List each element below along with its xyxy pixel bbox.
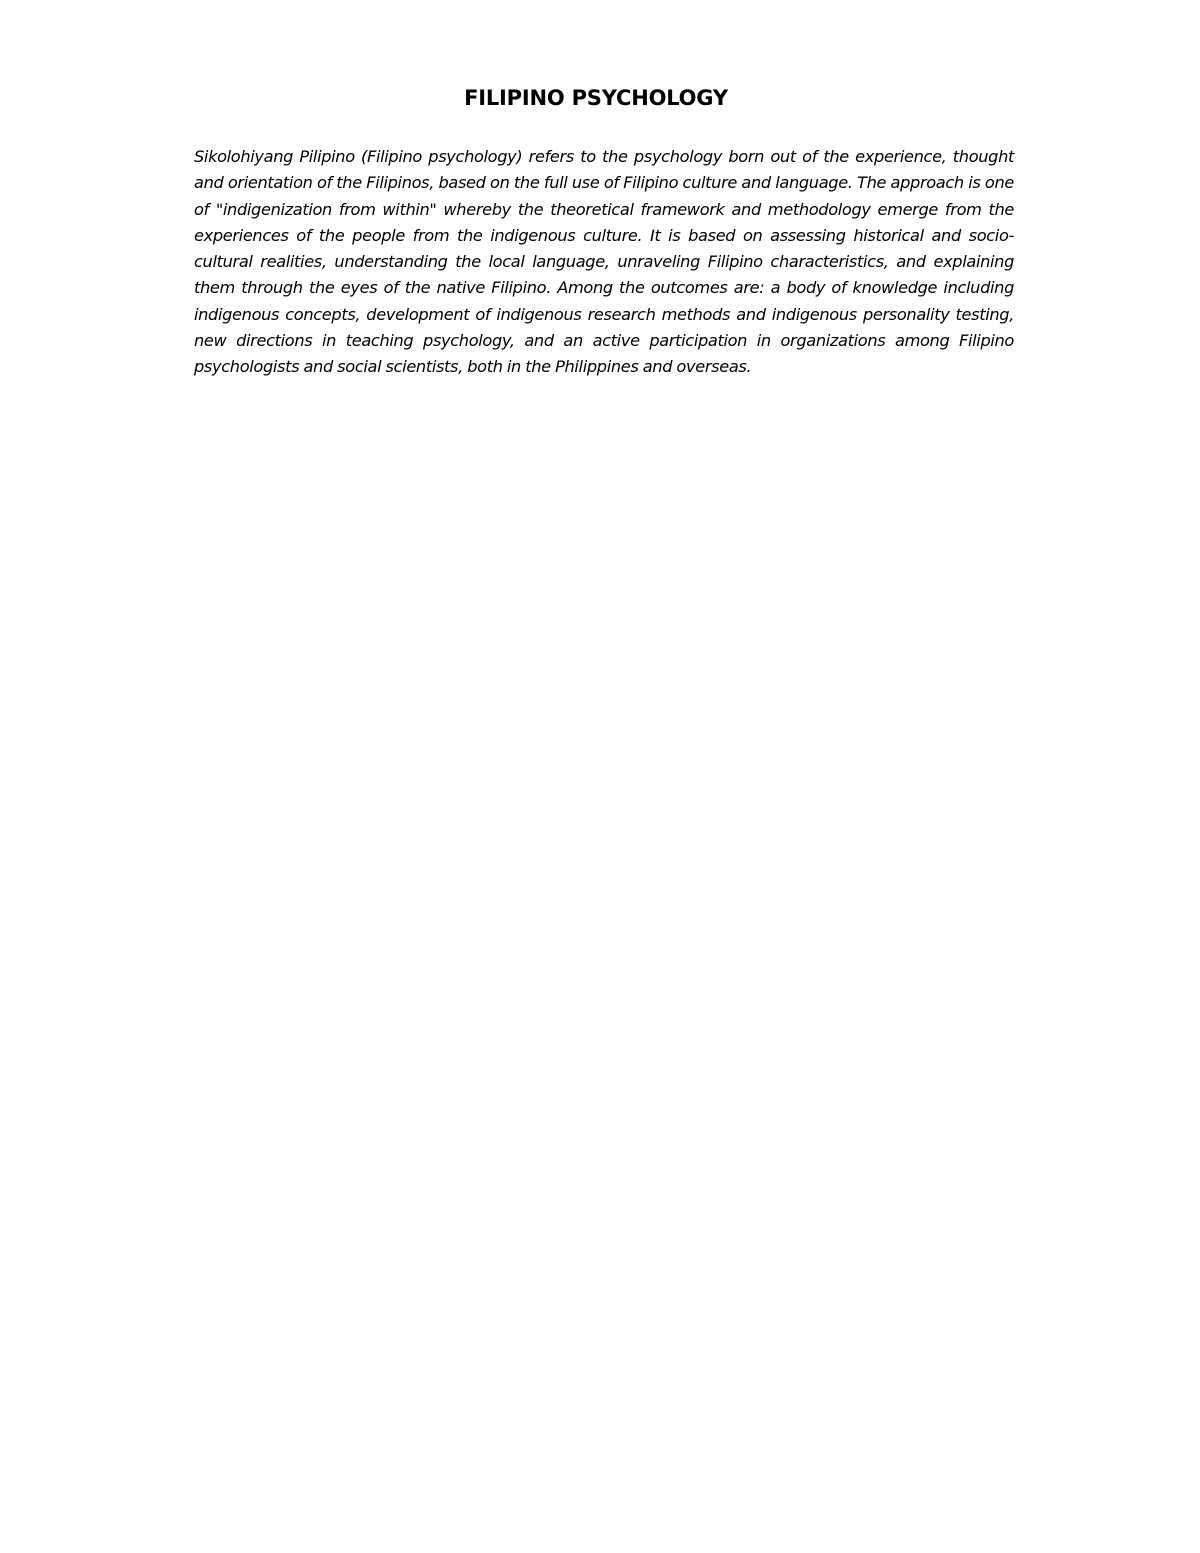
body-paragraph: Sikolohiyang Pilipino (Filipino psychology) refers to the psychology born out of the experience, thought and orientation of the Filipinos, based on the full use of Filipino culture and language. The approach is one of "indigenization from within" whereby the theoretical framework and methodology emerge from the experiences of the people from the indigenous culture. It is based on assessing historical and socio-cultural realities, understanding the local language, unraveling Filipino characteristics, and explaining them through the eyes of the native Filipino. Among the outcomes are: a body of knowledge including indigenous concepts, development of indigenous research methods and indigenous personality testing, new directions in teaching psychology, and an active participation in organizations among Filipino psychologists and social scientists, both in the Philippines and overseas. xyxy=(194,147,1014,377)
document-title: FILIPINO PSYCHOLOGY xyxy=(464,86,728,110)
